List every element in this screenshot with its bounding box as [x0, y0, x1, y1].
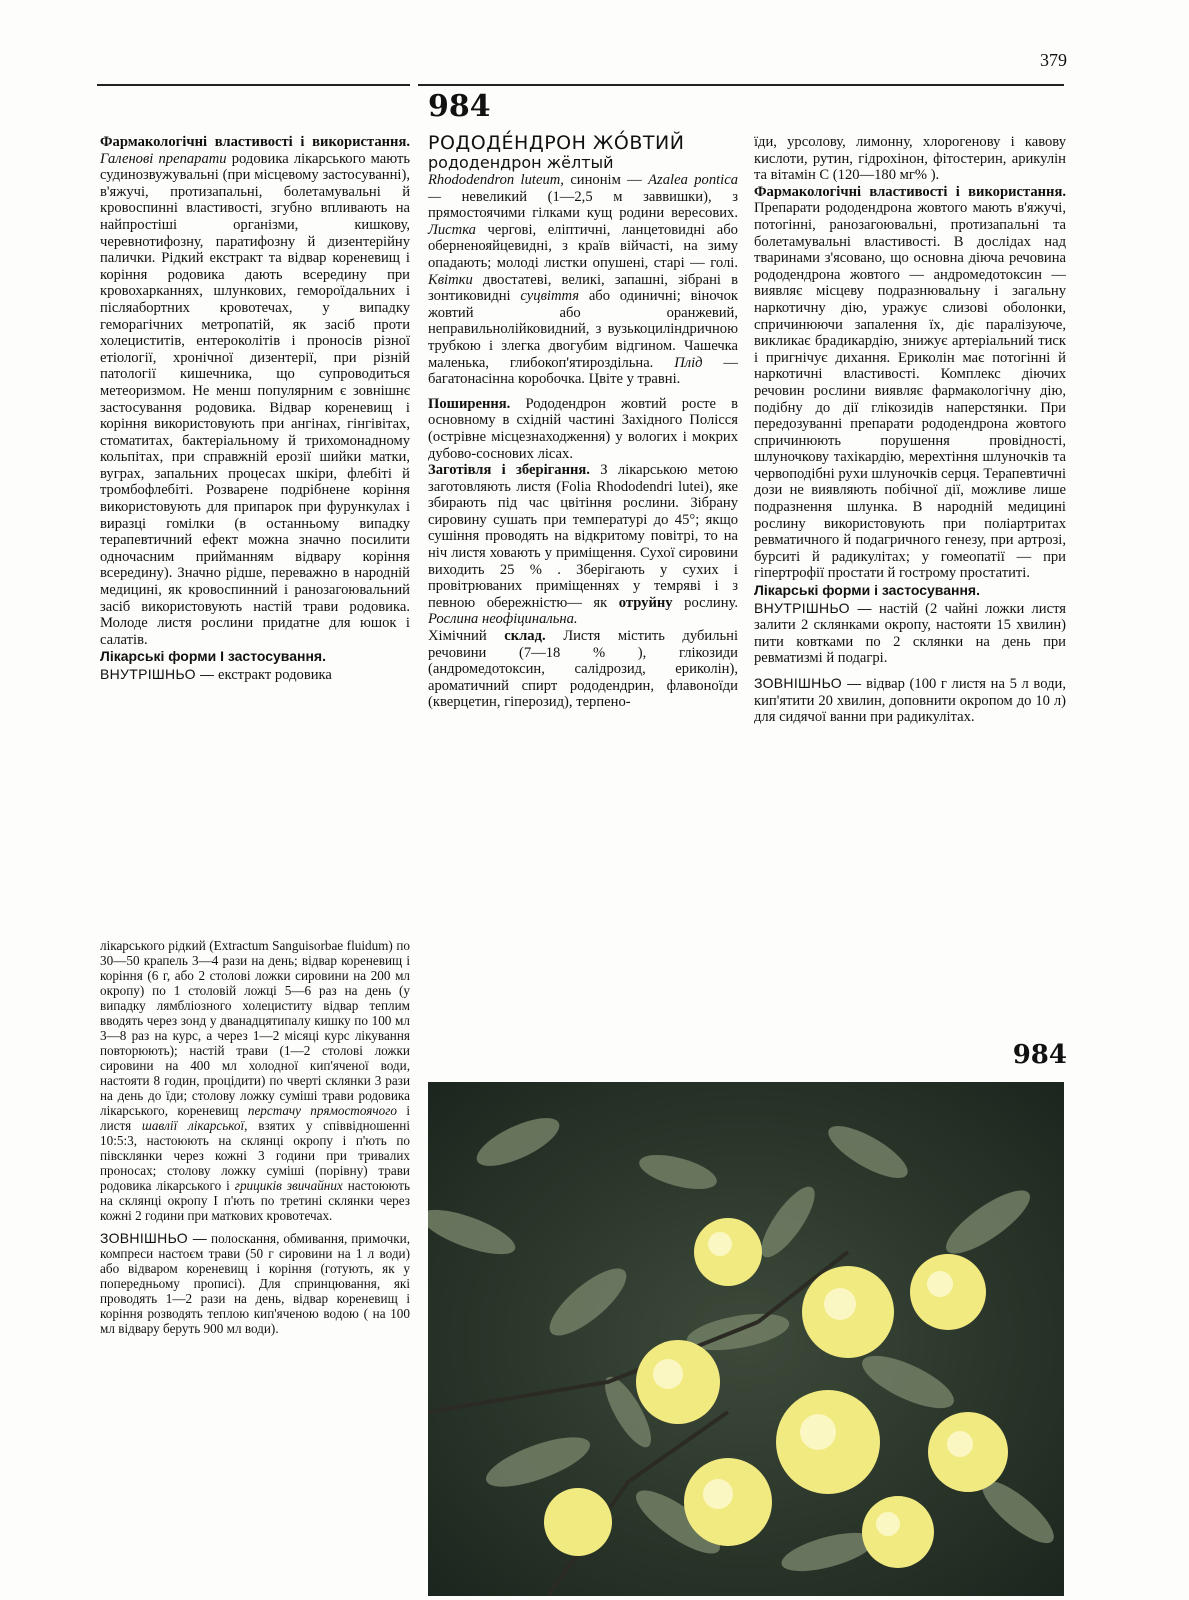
paragraph-pharmacology: [754, 184, 1066, 582]
paragraph-external-use: [754, 675, 1066, 726]
route-label: ЗОВНІШНЬО —: [100, 1230, 208, 1246]
route-label: ВНУТРІШНЬО —: [100, 666, 215, 682]
paragraph-description: [428, 172, 738, 388]
column-1: [100, 134, 410, 684]
rhododendron-photo: [428, 1082, 1064, 1596]
body-text: відвар (100 г листя на 5 л води, кип'ятити 20 хвилин, доповнити окропом до 10 л) для сидячої ванни при радикулітах.: [754, 676, 1066, 726]
column-1-continued: [100, 938, 410, 1336]
italic-text: Квітки: [428, 271, 473, 288]
bold-text: отруйну: [618, 594, 673, 611]
flower-illustration: [428, 1082, 1064, 1596]
paragraph-internal-use: [100, 938, 410, 1223]
header-rule-right: [418, 84, 1064, 86]
paragraph-dosage: [754, 582, 1066, 667]
column-3: [754, 134, 1066, 726]
body-text: або одиничні; віночок жовтий або оранжевий, неправильнолійковидний, з вузькоциліндричною трубкою і злегка двогубим відгином. Чашечка маленька, глибокоп'ятироздільна.: [428, 288, 738, 371]
latin-name: Rhododendron luteum,: [428, 172, 564, 188]
body-text: невеликий (1—2,5 м заввишки), з прямостоячими гілками кущ родини вересових.: [428, 188, 738, 222]
body-text: екстракт родовика: [217, 667, 332, 683]
route-label: ЗОВНІШНЬО —: [754, 675, 862, 691]
paragraph-dosage: [100, 648, 410, 683]
paragraph-chemistry: [428, 628, 738, 711]
body-text: Рододендрон жовтий росте в основному в східній частині Західного Полісся (острівне місцезнаходження) у вологих і мокрих дубово-соснових лісах.: [428, 395, 739, 462]
section-heading: Лікарські форми І застосування.: [100, 648, 326, 665]
page-number: 379: [1040, 50, 1067, 70]
russian-name: рододендрон жёлтый: [428, 153, 614, 172]
section-heading: Фармакологічні властивості і використання.: [754, 183, 1066, 200]
section-heading: Лікарські форми і застосування.: [754, 582, 980, 599]
italic-text: суцвіття: [520, 288, 580, 305]
body-text: З лікарською метою заготовляють листя (Folia Rhododendri lutei), яке збирають під час цвітіння рослини. Зібрану сировину сушать при температурі до 45°; якщо сушіння проводять на відкритому повітрі, то на ніч листя ховають у приміщення. Сухої сировини виходить 25 % . Зберігають у сухих і провітрюваних приміщеннях у темряві і з певною обережністю— як: [428, 462, 739, 611]
synonym-latin: Azalea pontica —: [428, 172, 738, 205]
body-text: лікарського рідкий (Extractum Sanguisorbae fluidum) по 30—50 крапель 3—4 рази на день; відвар кореневищ і коріння (6 г, або 2 столові ложки сировини на 200 мл окропу) по 1 столовій ложці 5—6 раз на день (у випадку лямбліозного холециститу відвар теплим вводять через зонд у дванадцятипалу кишку по 100 мл 3—8 раз на курс, а через 1—2 місяці курс лікування повторюють); настій трави (1—2 столові ложки сировини на 400 мл холодної кип'яченої води, настояти 8 годин, процідити) по чверті склянки 3 рази на день до їди; столову ложку суміші трави родовика лікарського, кореневищ: [100, 938, 410, 1118]
body-text: Листя містить дубильні речовини (7—18 % ), глікозиди (андромедотоксин, салідрозид, ериколін), ароматичний спирт рододендрин, флавоноїди (кверцетин, гіперозид), терпено-: [428, 628, 738, 711]
body-text: — багатонасінна коробочка. Цвіте у травні.: [428, 354, 739, 388]
header-rule-left: [97, 84, 410, 86]
body-text: двостатеві, великі, запашні, зібрані в зонтиковидні: [428, 271, 738, 305]
body-text: настоюють на склянці окропу І п'ють по третині склянки через кожні 2 години при маткових кровотечах.: [100, 1178, 411, 1223]
paragraph-external-use: [100, 1231, 410, 1336]
synonym-label: синонім —: [570, 172, 642, 188]
italic-text: Рослина неофіцинальна.: [428, 611, 578, 628]
paragraph-harvesting: [428, 462, 738, 628]
body-text: Хімічний: [428, 628, 487, 645]
body-text: родовика лікарського мають судинозвужувальні (при місцевому застосуванні), в'яжучі, протизапальні, болетамувальні й кровоспинні властивості, згубно впливають на найпростіші організми, кишкову, черевнотифозну, паратифозну й дизентерійну палички. Рідкий екстракт та відвар кореневищ і коріння родовика дають всередину при кровохарканнях, шлункових, гемороїдальних і післяабортних кровотечах, у випадку геморагічних метропатій, як засіб проти холециститів, ентероколітів і проносів різної етіології, хронічної дизентерії, при різній патології кишечника, що супроводиться метеоризмом. Не менш популярним є зовнішнє застосування родовика. Відвар кореневищ і коріння використовують при ангінах, гінгівітах, стоматитах, бактеріальному й трихомонадному кольпітах, при справжній ерозії шийки матки, вуграх, запальних процесах шкіри, флебіті й тромбофлебіті. Розварене подрібнене коріння використовують для припарок при фурункулах і виразці гомілки (в останньому випадку терапевтичний ефект можна значно посилити одночасним прийманням відвару коріння всередину). Значно рідше, переважно в народній медицині, як кровоспинний і ранозагоювальний засіб використовують настій трави родовика. Молоде листя рослини придатне для юшок і салатів.: [100, 150, 411, 648]
body-text: і листя: [100, 1103, 411, 1133]
section-heading: Фармакологічні властивості і використання.: [100, 134, 410, 150]
body-text: настій (2 чайні ложки листя залити 2 склянками окропу, настояти 15 хвилин) пити ковтками по 2 склянки на день при ревматизмі й подагрі.: [754, 600, 1066, 667]
italic-text: перстачу прямостоячого: [247, 1103, 398, 1118]
section-heading: Заготівля і зберігання.: [428, 462, 590, 479]
italic-text: грициків звичайних: [234, 1178, 343, 1193]
section-heading: склад.: [504, 628, 546, 645]
body-text: чергові, еліптичні, ланцетовидні або оберненояйцевидні, з країв війчасті, на зиму опадають; молоді листки опушені, старі — голі.: [428, 221, 738, 271]
column-2: [428, 132, 738, 711]
body-text: взятих у співвідношенні 10:5:3, настоюють на склянці окропу і п'ють по півсклянки через кожні 3 години при тривалих проносах; столову ложку суміші (порівну) трави родовика лікарського і: [100, 1118, 411, 1193]
section-heading: Поширення.: [428, 395, 511, 412]
body-text: полоскання, обмивання, примочки, компреси настоєм трави (50 г сировини на 1 л води) або відваром кореневищ і коріння (готують, як у попередньому прописі). Для спринцювання, які проводять 1—2 рази на день, відвар кореневищ і коріння розводять теплою кип'яченою водою ( на 100 мл відвару беруть 900 мл води).: [100, 1231, 410, 1336]
italic-text: Листка: [428, 221, 476, 238]
paragraph-chemistry-continued: [754, 134, 1066, 184]
body-text: Препарати рододендрона жовтого мають в'яжучі, потогінні, ранозагоювальні, протизапальні та болетамувальні властивості. В дослідах над тваринами з'ясовано, що основна діюча речовина рододендрона жовтого — андромедотоксин — виявляє місцеву подразнювальну і загальну наркотичну дію, уражує слизові оболонки, спричинюючи запалення їх, діє паралізуюче, викликає брадикардію, знижує артеріальний тиск і пригнічує дихання. Ериколін має потогінні й наркотичні властивості. Комплекс діючих речовин рослини виявляє фармакологічну дію, подібну до дії глікозидів наперстянки. При передозуванні препарати рододендрона жовтого спричинюють порушення провідності, шлуночкову тахікардію, мерехтіння шлуночків та червоподібні рухи шлуночків серця. Терапевтичні дози не виявляють побічної дії, можливе лише подразнення шлунка. В народній медицині рослину використовують при поліартритах ревматичного й подагричного генезу, при артрозі, бурситі й радикулітах; у гомеопатії — при гіпертрофії простати й гострому простатиті.: [754, 200, 1066, 582]
paragraph-pharmacology: [100, 134, 410, 648]
body-text: рослину.: [684, 594, 738, 611]
italic-text: Галенові препарати: [100, 150, 227, 167]
entry-title: РОДОДЕ́НДРОН ЖО́ВТИЙ: [428, 132, 685, 154]
entry-number: 984: [428, 89, 491, 124]
body-text: їди, урсолову, лимонну, хлорогенову і кавову кислоти, рутин, гідрохінон, фітостерин, арикулін та вітамін С (120—180 мг% ).: [754, 134, 1066, 184]
italic-text: шавлії лікарської,: [141, 1118, 248, 1133]
italic-text: Плід: [674, 354, 703, 371]
route-label: ВНУТРІШНЬО —: [754, 599, 872, 616]
photo-number: 984: [1012, 1040, 1067, 1070]
paragraph-distribution: [428, 396, 738, 462]
